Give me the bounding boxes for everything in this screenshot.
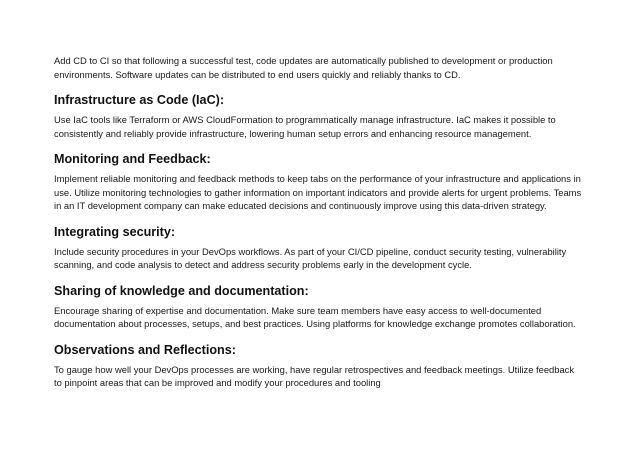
section-iac (54, 92, 584, 140)
section-security (54, 224, 584, 272)
section-body: Implement reliable monitoring and feedback methods to keep tabs on the performance of your infrastructure and applications in use. Utilize monitoring technologies to gather information on important indicators and provide alerts for urgent problems. Teams in an IT development company can make educated decisions and continuously improve using this data-driven strategy. (54, 173, 582, 211)
section-observations (54, 342, 584, 390)
section-body: Include security procedures in your DevOps workflows. As part of your CI/CD pipeline, conduct security testing, vulnerability scanning, and code analysis to detect and address security problems early in the development cycle. (54, 245, 567, 270)
section-body: To gauge how well your DevOps processes are working, have regular retrospectives and feedback meetings. Utilize feedback to pinpoint areas that can be improved and modify your procedures and tooling (54, 363, 575, 388)
section-heading: Monitoring and Feedback: (54, 152, 211, 166)
intro-paragraph: Add CD to CI so that following a successful test, code updates are automatically published to development or production environments. Software updates can be distributed to end users quickly and reliably thanks to CD. (54, 55, 553, 80)
section-monitoring (54, 151, 584, 213)
section-heading: Sharing of knowledge and documentation: (54, 283, 309, 298)
section-heading: Observations and Reflections: (54, 342, 236, 357)
section-body: Use IaC tools like Terraform or AWS CloudFormation to programmatically manage infrastructure. IaC makes it possible to consistently and reliably provide infrastructure, lowering human setup errors and enhancing resource management. (54, 114, 556, 139)
section-heading: Integrating security: (54, 224, 176, 239)
section-heading: Infrastructure as Code (IaC): (54, 93, 225, 107)
section-body: Encourage sharing of expertise and documentation. Make sure team members have easy access to well-documented documentation about processes, setups, and best practices. Using platforms for knowledge exchange promotes collaboration. (54, 304, 576, 329)
document-page (54, 54, 584, 390)
section-knowledge-sharing (54, 283, 584, 331)
